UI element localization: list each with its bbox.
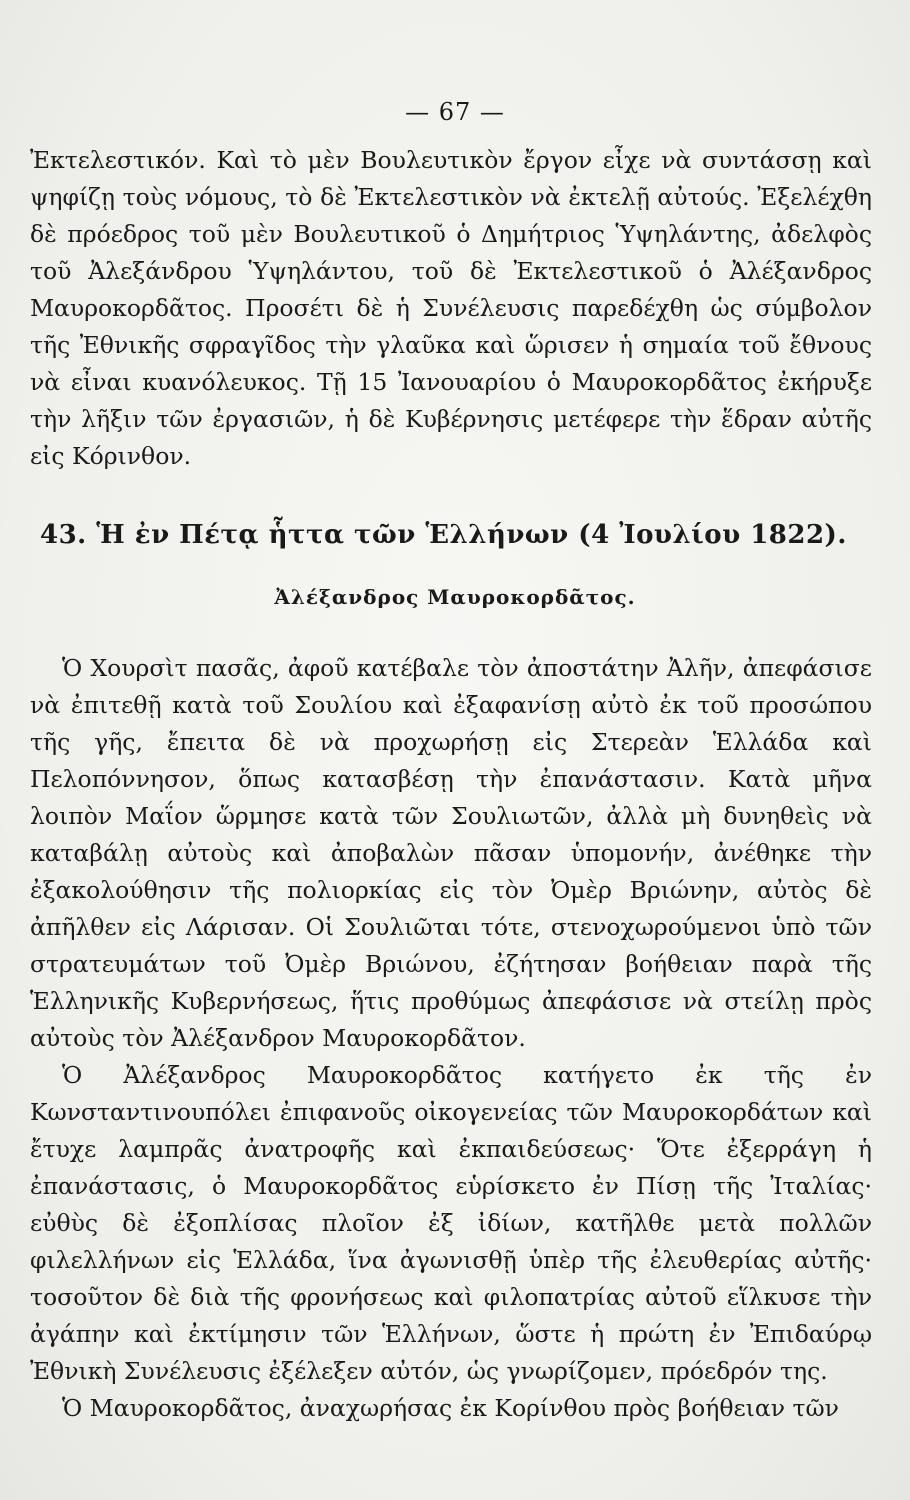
section-subheading: Ἀλέξανδρος Μαυροκορδᾶτος. xyxy=(274,585,636,609)
body-paragraph-1: Ὁ Χουρσὶτ πασᾶς, ἀφοῦ κατέβαλε τὸν ἀποστάτην Ἀλῆν, ἀπεφάσισε νὰ ἐπιτεθῇ κατὰ τοῦ Σουλίου καὶ ἐξαφανίσῃ αὐτὸ ἐκ τοῦ προσώπου τῆς γῆς, ἔπειτα δὲ νὰ προχωρήσῃ εἰς Στερεὰν Ἑλλάδα καὶ Πελοπόννησον, ὅπως κατασβέσῃ τὴν ἐπανάστασιν. Κατὰ μῆνα λοιπὸν Μαΐον ὥρμησε κατὰ τῶν Σουλιωτῶν, ἀλλὰ μὴ δυνηθεὶς νὰ καταβάλῃ αὐτοὺς καὶ ἀποβαλὼν πᾶσαν ὑπομονήν, ἀνέθηκε τὴν ἐξακολούθησιν τῆς πολιορκίας εἰς τὸν Ὀμὲρ Βριώνην, αὐτὸς δὲ ἀπῆλθεν εἰς Λάρισαν. Οἱ Σουλιῶται τότε, στενοχωρούμενοι ὑπὸ τῶν στρατευμάτων τοῦ Ὀμὲρ Βριώνου, ἐζήτησαν βοήθειαν παρὰ τῆς Ἑλληνικῆς Κυβερνήσεως, ἥτις προθύμως ἀπεφάσισε νὰ στείλῃ πρὸς αὐτοὺς τὸν Ἀλέξανδρον Μαυροκορδᾶτον. xyxy=(30,654,872,1052)
body-paragraph-2: Ὁ Ἀλέξανδρος Μαυροκορδᾶτος κατήγετο ἐκ τῆς ἐν Κωνσταντινουπόλει ἐπιφανοῦς οἰκογενείας τῶν Μαυροκορδάτων καὶ ἔτυχε λαμπρᾶς ἀνατροφῆς καὶ ἐκπαιδεύσεως· Ὅτε ἐξερράγη ἡ ἐπανάστασις, ὁ Μαυροκορδᾶτος εὑρίσκετο ἐν Πίσῃ τῆς Ἰταλίας· εὐθὺς δὲ ἐξοπλίσας πλοῖον ἐξ ἰδίων, κατῆλθε μετὰ πολλῶν φιλελλήνων εἰς Ἑλλάδα, ἵνα ἀγωνισθῇ ὑπὲρ τῆς ἐλευθερίας αὐτῆς· τοσοῦτον δὲ διὰ τῆς φρονήσεως καὶ φιλοπατρίας αὐτοῦ εἵλκυσε τὴν ἀγάπην καὶ ἐκτίμησιν τῶν Ἑλλήνων, ὥστε ἡ πρώτη ἐν Ἐπιδαύρῳ Ἐθνικὴ Συνέλευσις ἐξέλεξεν αὐτόν, ὡς γνωρίζομεν, πρόεδρόν της. xyxy=(30,1061,872,1385)
body-paragraph-3: Ὁ Μαυροκορδᾶτος, ἀναχωρήσας ἐκ Κορίνθου πρὸς βοήθειαν τῶν xyxy=(62,1394,839,1422)
section-heading: 43. Ἡ ἐν Πέτᾳ ἧττα τῶν Ἑλλήνων (4 Ἰουλίου 1822). xyxy=(40,520,847,550)
intro-text-block xyxy=(30,142,872,475)
intro-paragraph: Ἐκτελεστικόν. Καὶ τὸ μὲν Βουλευτικὸν ἔργον εἶχε νὰ συντάσσῃ καὶ ψηφίζῃ τοὺς νόμους, τὸ δὲ Ἐκτελεστικὸν νὰ ἐκτελῇ αὐτούς. Ἐξελέχθη δὲ πρόεδρος τοῦ μὲν Βουλευτικοῦ ὁ Δημήτριος Ὑψηλάντης, ἀδελφὸς τοῦ Ἀλεξάνδρου Ὑψηλάντου, τοῦ δὲ Ἐκτελεστικοῦ ὁ Ἀλέξανδρος Μαυροκορδᾶτος. Προσέτι δὲ ἡ Συνέλευσις παρεδέχθη ὡς σύμβολον τῆς Ἐθνικῆς σφραγῖδος τὴν γλαῦκα καὶ ὥρισεν ἡ σημαία τοῦ ἔθνους νὰ εἶναι κυανόλευκος. Τῇ 15 Ἰανουαρίου ὁ Μαυροκορδᾶτος ἐκήρυξε τὴν λῆξιν τῶν ἐργασιῶν, ἡ δὲ Κυβέρνησις μετέφερε τὴν ἕδραν αὐτῆς εἰς Κόρινθον. xyxy=(30,146,872,470)
body-text-block xyxy=(30,650,872,1427)
page-number: — 67 — xyxy=(405,98,505,126)
